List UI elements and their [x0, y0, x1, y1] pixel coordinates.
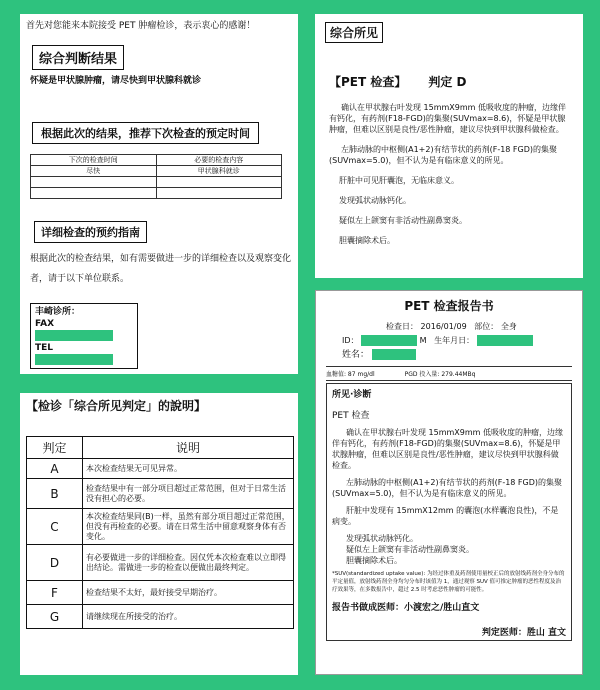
guide-text: 根据此次的检查结果，如有需要做进一步的详细检查以及观察变化者，请于以下单位联系。 — [30, 254, 292, 284]
legend-level: B — [27, 479, 83, 509]
legend-desc: 本次检查结果同(B)一样，虽然有部分项目超过正常范围，但没有再检查的必要。请在日常生活中留意观察身体有否变化。 — [83, 509, 294, 545]
report-item: 发现弧状动脉钙化。 — [346, 534, 418, 543]
schedule-table — [30, 154, 282, 199]
legend-level: C — [27, 509, 83, 545]
tel-line — [35, 342, 133, 366]
exam-line — [326, 320, 572, 334]
findings-title: 综合所见 — [325, 22, 383, 43]
measurement-bar — [326, 366, 572, 381]
legend-header: 判定 — [27, 437, 83, 459]
part-value: 全身 — [500, 322, 517, 331]
summary-panel — [20, 14, 298, 374]
schedule-cell — [31, 188, 157, 199]
pgd-dose: PGD 投入量: 279.44MBq — [404, 371, 476, 378]
contact-box — [30, 303, 138, 369]
birth-label: 生年月日： — [434, 336, 475, 345]
report-item: 疑似左上颌窦有非活动性副鼻窦炎。 — [346, 545, 474, 554]
table-row — [31, 188, 282, 199]
schedule-cell: 尽快 — [31, 166, 157, 177]
id-line — [326, 334, 572, 348]
schedule-cell: 甲状腺科就诊 — [156, 166, 282, 177]
table-row — [27, 509, 294, 545]
contact-title: 丰崎诊所： — [35, 307, 81, 317]
findings-panel — [315, 14, 583, 278]
finding-paragraph: 左肺动脉的中枢侧(A1+2)有结节状的药剂(F-18 FGD)的集聚(SUVmax=5.0)，但不认为是有临床意义的所见。 — [329, 145, 558, 165]
finding-paragraph: 肝脏中可见肝囊泡，无临床意义。 — [339, 176, 459, 185]
legend-desc: 本次检查结果无可见异常。 — [83, 459, 294, 479]
legend-desc: 请继续现在所接受的治疗。 — [83, 605, 294, 629]
reporting-doctor: 报告书做成医师：小渡宏之/胜山直文 — [332, 603, 480, 613]
legend-title: 【检诊「综合所见判定」的說明】 — [26, 399, 207, 413]
summary-finding: 怀疑是甲状腺肿瘤，请尽快到甲状腺科就诊 — [30, 76, 202, 86]
greeting-text: 首先对您能来本院接受 PET 肿瘤检诊，表示衷心的感谢！ — [26, 21, 256, 31]
id-label: ID： — [342, 336, 359, 345]
table-row — [31, 166, 282, 177]
fax-label: FAX — [35, 319, 55, 329]
legend-table — [26, 436, 294, 629]
suv-note: *SUV(standardized uptake value): 为经过体重及药剂使用量校正后的放射线药剂全身分布的平定量值，放射线药剂全身均匀分布时该值为 1，通过观察 SUV 值可推定肿瘤的恶性程度及治疗效果等，在多数报告中，超过 2.5 时考虑恶性肿瘤的可能性。 — [332, 571, 565, 593]
judge-value: 判定 D — [428, 75, 467, 89]
table-row — [31, 177, 282, 188]
schedule-title: 根据此次的结果，推荐下次检查的预定时间 — [32, 122, 259, 144]
legend-desc: 检查结果不太好，最好接受早期治疗。 — [83, 581, 294, 605]
report-title: PET 检查报告书 — [404, 299, 494, 313]
fax-line — [35, 318, 133, 342]
redacted-name — [372, 349, 416, 360]
legend-panel — [20, 393, 298, 675]
redacted-id — [361, 335, 417, 346]
legend-level: G — [27, 605, 83, 629]
redacted-fax — [35, 330, 113, 341]
report-paragraph: 确认在甲状腺右叶发现 15mmX9mm 低吸收度的肿瘤，边缘伴有钙化，有药剂(F18-FGD)的集聚(SUVmax=8.6)，怀疑是甲状腺肿瘤，但难以区别是良性/恶性肿瘤，建议尽快到甲状腺科做检查。 — [332, 428, 564, 470]
part-label: 部位： — [474, 322, 499, 331]
report-subsection: PET 检查 — [332, 411, 370, 421]
report-meta — [326, 320, 572, 362]
redacted-birth — [477, 335, 533, 346]
table-row — [27, 459, 294, 479]
legend-header: 说明 — [83, 437, 294, 459]
name-label: 姓名： — [342, 350, 370, 360]
legend-desc: 有必要做进一步的详细检查。因仅凭本次检查难以立即得出结论。需做进一步的检查以便做出最终判定。 — [83, 545, 294, 581]
judging-doctor: 判定医师：胜山 直文 — [481, 628, 566, 638]
tel-label: TEL — [35, 343, 54, 353]
schedule-header: 必要的检查内容 — [156, 155, 282, 166]
finding-paragraph: 疑似左上颌窦有非活动性副鼻窦炎。 — [339, 216, 467, 225]
table-row — [27, 605, 294, 629]
legend-desc: 检查结果中有一部分项目超过正常范围，但对于日常生活没有担心的必要。 — [83, 479, 294, 509]
finding-paragraph: 确认在甲状腺右叶发现 15mmX9mm 低吸收度的肿瘤，边缘伴有钙化，有药剂(F18-FGD)的集聚(SUVmax=8.6)，怀疑是甲状腺肿瘤，但难以区别是良性/恶性肿瘤，建议尽快到甲状腺科做检查。 — [329, 103, 567, 134]
report-panel — [315, 290, 583, 675]
legend-level: F — [27, 581, 83, 605]
table-row — [27, 581, 294, 605]
report-paragraph: 肝脏中发现有 15mmX12mm 的囊泡(水样囊泡良性)，不是病变。 — [332, 506, 559, 526]
schedule-header: 下次的检查时间 — [31, 155, 157, 166]
blood-sugar: 血糖值: 87 mg/dl — [326, 371, 375, 378]
redacted-tel — [35, 354, 113, 365]
report-body — [326, 383, 572, 641]
exam-date-label: 检查日： — [386, 322, 418, 331]
sex-value: M — [419, 336, 427, 345]
finding-paragraph: 发现弧状动脉钙化。 — [339, 196, 411, 205]
finding-paragraph: 胆囊摘除术后。 — [339, 236, 395, 245]
table-row — [27, 545, 294, 581]
schedule-cell — [156, 177, 282, 188]
schedule-cell — [156, 188, 282, 199]
summary-title: 综合判断结果 — [32, 45, 124, 70]
report-section: 所见·诊断 — [332, 390, 372, 400]
guide-title: 详细检查的预约指南 — [34, 221, 147, 243]
name-line — [326, 348, 572, 362]
exam-date: 2016/01/09 — [420, 322, 467, 331]
report-item: 胆囊摘除术后。 — [346, 556, 402, 565]
schedule-cell — [31, 177, 157, 188]
judgement-line — [329, 73, 573, 90]
report-paragraph: 左肺动脉的中枢侧(A1+2)有结节状的药剂(F-18 FGD)的集聚(SUVmax=5.0)，但不认为是有临床意义的所见。 — [332, 478, 563, 498]
table-row — [27, 479, 294, 509]
judge-label: 【PET 检查】 — [329, 75, 407, 89]
legend-level: D — [27, 545, 83, 581]
legend-level: A — [27, 459, 83, 479]
